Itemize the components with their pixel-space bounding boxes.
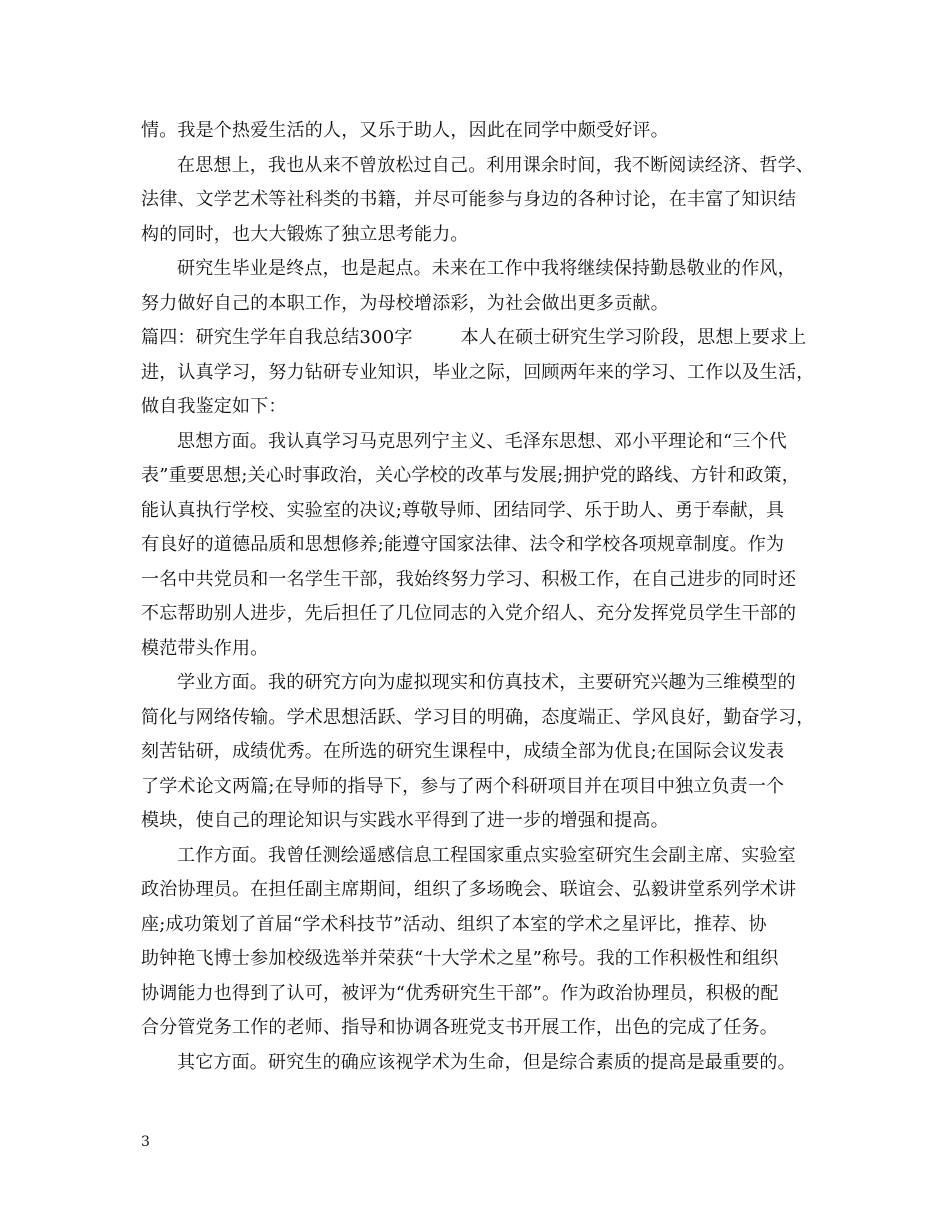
text-line: 了学术论文两篇;在导师的指导下，参与了两个科研项目并在项目中独立负责一个 [141,775,785,797]
paragraph-start-line: 学业方面。我的研究方向为虚拟现实和仿真技术，主要研究兴趣为三维模型的 [177,672,796,693]
page-number: 3 [141,1134,150,1150]
text-line: 助钟艳飞博士参加校级选举并荣获“十大学术之星”称号。我的工作积极性和组织 [141,948,779,969]
text-line: 刻苦钻研，成绩优秀。在所选的研究生课程中，成绩全部为优良;在国际会议发表 [141,741,785,762]
paragraph-start-line: 在思想上，我也从来不曾放松过自己。利用课余时间，我不断阅读经济、哲学、 [177,154,814,176]
text-line: 进，认真学习，努力钻研专业知识，毕业之际，回顾两年来的学习、工作以及生活， [141,361,815,383]
document-body [141,114,825,1080]
text-line: 简化与网络传输。学术思想活跃、学习目的明确，态度端正、学风良好，勤奋学习， [141,706,815,728]
text-line: 法律、文学艺术等社科类的书籍，并尽可能参与身边的各种讨论，在丰富了知识结 [141,189,797,210]
text-line: 不忘帮助别人进步，先后担任了几位同志的入党介绍人、充分发挥党员学生干部的 [141,603,797,624]
text-line: 构的同时，也大大锻炼了独立思考能力。 [141,223,469,245]
paragraph-start-line: 思想方面。我认真学习马克思列宁主义、毛泽东思想、邓小平理论和“三个代 [177,430,787,452]
text-line: 一名中共党员和一名学生干部，我始终努力学习、积极工作，在自己进步的同时还 [141,568,797,590]
paragraph-start-line: 其它方面。研究生的确应该视学术为生命，但是综合素质的提高是最重要的。 [177,1051,796,1073]
text-line: 有良好的道德品质和思想修养;能遵守国家法律、法令和学校各项规章制度。作为 [141,534,785,555]
text-line: 合分管党务工作的老师、指导和协调各班党支书开展工作，出色的完成了任务。 [141,1017,778,1038]
text-line: 做自我鉴定如下： [141,396,287,417]
paragraph-start-line: 研究生毕业是终点，也是起点。未来在工作中我将继续保持勤恳敬业的作风， [177,258,796,279]
text-line: 政治协理员。在担任副主席期间，组织了多场晚会、联谊会、弘毅讲堂系列学术讲 [141,879,797,900]
text-line: 模范带头作用。 [141,637,269,659]
text-line: 座;成功策划了首届“学术科技节”活动、组织了本室的学术之星评比，推荐、协 [141,913,767,935]
text-line: 能认真执行学校、实验室的决议;尊敬导师、团结同学、乐于助人、勇于奉献，具 [141,499,785,521]
section-heading: 篇四：研究生学年自我总结300字 [141,327,413,348]
text-line: 表”重要思想;关心时事政治，关心学校的改革与发展;拥护党的路线、方针和政策， [141,465,800,486]
text-line: 情。我是个热爱生活的人，又乐于助人，因此在同学中颇受好评。 [141,120,669,141]
text-line: 努力做好自己的本职工作，为母校增添彩，为社会做出更多贡献。 [141,292,669,314]
section-intro-text: 本人在硕士研究生学习阶段，思想上要求上 [460,327,807,348]
text-line: 模块，使自己的理论知识与实践水平得到了进一步的增强和提高。 [141,810,669,831]
section-heading-line [141,321,825,356]
paragraph-start-line: 工作方面。我曾任测绘遥感信息工程国家重点实验室研究生会副主席、实验室 [177,844,796,866]
text-line: 协调能力也得到了认可，被评为“优秀研究生干部”。作为政治协理员，积极的配 [141,982,779,1004]
